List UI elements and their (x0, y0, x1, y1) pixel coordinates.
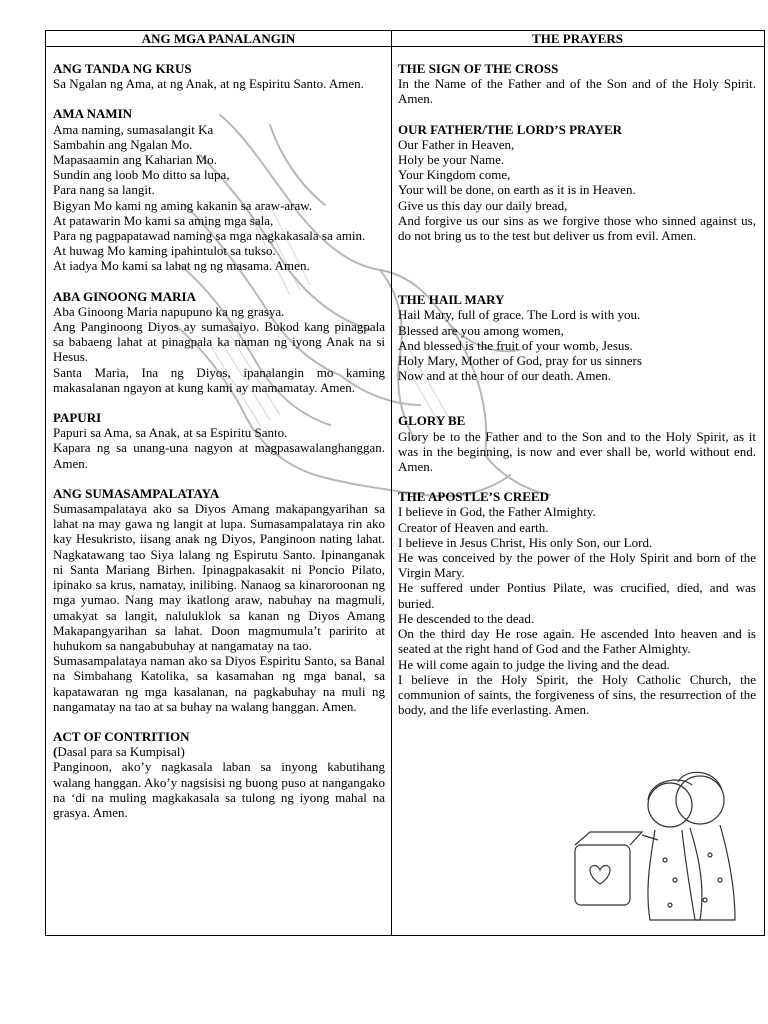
prayer-title: THE SIGN OF THE CROSS (398, 61, 559, 76)
prayer-act-of-contrition (53, 729, 385, 820)
prayer-text: Panginoon, ako’y nagkasala laban sa inyong kabutihang walang hanggan. Ako’y nagsisisi ng buong puso at nangangako na ‘di na muling magkakasala sa tulong ng iyong mahal na grasya. Amen. (53, 759, 385, 820)
prayer-text: In the Name of the Father and of the Son and of the Holy Spirit. Amen. (398, 76, 756, 107)
prayer-line: He descended to the dead. (398, 610, 535, 626)
prayer-text: Sa Ngalan ng Ama, at ng Anak, at ng Espiritu Santo. Amen. (53, 76, 364, 92)
prayer-text: And forgive us our sins as we forgive those who sinned against us, do not bring us to the test but deliver us from evil. Amen. (398, 212, 756, 244)
prayer-ama-namin (53, 106, 385, 273)
prayer-sign-of-cross-tagalog (53, 61, 385, 91)
prayer-line: Bigyan Mo kami ng aming kakanin sa araw-araw. (53, 197, 313, 213)
prayer-text: Glory be to the Father and to the Son and to the Holy Spirit, as it was in the beginning, is now and ever shall be, world without end. Amen. (398, 428, 756, 475)
prayer-line: Now and at the hour of our death. Amen. (398, 368, 612, 384)
prayer-text: Santa Maria, Ina ng Diyos, ipanalangin mo kaming makasalanan ngayon at kung kami ay mamamatay. Amen. (53, 364, 385, 395)
prayer-title: PAPURI (53, 410, 102, 426)
subtitle-text: Dasal para sa Kumpisal) (57, 744, 185, 760)
prayer-line: At huwag Mo kaming ipahintulot sa tukso. (53, 243, 276, 259)
prayer-title: AMA NAMIN (53, 106, 133, 122)
prayer-line: Para nang sa langit. (53, 182, 155, 198)
prayer-text: Kapara ng sa unang-una nagyon at magpasawalanghanggan. Amen. (53, 440, 385, 471)
prayer-subtitle (53, 744, 385, 759)
prayer-our-father (398, 122, 756, 244)
prayer-title: ABA GINOONG MARIA (53, 288, 197, 304)
prayer-text: On the third day He rose again. He ascended Into heaven and is seated at the right hand of God and the Father Almighty. (398, 626, 756, 657)
prayer-line: Mapasaamin ang Kaharian Mo. (53, 152, 217, 168)
prayer-title: ACT OF CONTRITION (53, 728, 190, 744)
prayer-title: GLORY BE (398, 413, 466, 429)
prayer-line: I believe in Jesus Christ, His only Son, our Lord. (398, 534, 653, 550)
prayer-line: Your will be done, on earth as it is in Heaven. (398, 182, 636, 198)
prayer-line: He will come again to judge the living and the dead. (398, 656, 670, 672)
prayer-line: Papuri sa Ama, sa Anak, at sa Espiritu Santo. (53, 425, 288, 441)
prayer-title: ANG TANDA NG KRUS (53, 61, 192, 76)
prayer-hail-mary (398, 292, 756, 383)
prayer-line: Holy be your Name. (398, 152, 505, 168)
english-prayers-column (391, 47, 764, 732)
prayer-line: And blessed is the fruit of your womb, Jesus. (398, 337, 633, 353)
left-column-header: ANG MGA PANALANGIN (46, 31, 391, 47)
prayer-text: I believe in the Holy Spirit, the Holy Catholic Church, the communion of saints, the forgiveness of sins, the resurrection of the body, and the life everlasting. Amen. (398, 671, 756, 718)
prayer-line: Hail Mary, full of grace. The Lord is with you. (398, 307, 641, 323)
prayer-aba-ginoong-maria (53, 289, 385, 395)
prayer-line: Our Father in Heaven, (398, 136, 515, 152)
prayer-line: Ama naming, sumasalangit Ka (53, 121, 214, 137)
prayer-line: At iadya Mo kami sa lahat ng ng masama. Amen. (53, 258, 310, 274)
prayer-line: Aba Ginoong Maria napupuno ka ng grasya. (53, 303, 285, 319)
prayer-sumasampalataya (53, 486, 385, 714)
prayer-title: OUR FATHER/THE LORD’S PRAYER (398, 121, 623, 137)
subtitle-paren: ( (53, 744, 58, 760)
prayer-title: ANG SUMASAMPALATAYA (53, 485, 220, 501)
prayer-line: Sundin ang loob Mo ditto sa lupa, (53, 167, 230, 183)
prayer-line: Give us this day our daily bread, (398, 197, 568, 213)
prayer-line: Your Kingdom come, (398, 167, 511, 183)
prayer-text: He suffered under Pontius Pilate, was crucified, died, and was buried. (398, 580, 756, 611)
prayer-text: Para ng pagpapatawad naming sa mga nagkakasala sa amin. (53, 228, 366, 244)
prayer-line: I believe in God, the Father Almighty. (398, 504, 596, 520)
prayer-line: Blessed are you among women, (398, 322, 564, 338)
prayer-line: Creator of Heaven and earth. (398, 519, 549, 535)
prayer-title: THE HAIL MARY (398, 292, 505, 308)
prayer-line: Sambahin ang Ngalan Mo. (53, 136, 193, 152)
prayer-papuri (53, 410, 385, 471)
prayer-text: He was conceived by the power of the Holy Spirit and born of the Virgin Mary. (398, 550, 756, 581)
prayer-text: Ang Panginoong Diyos ay sumasaiyo. Bukod kang pinagpala sa babaeng lahat at pinagpala ka naman ng iyong Anak na si Hesus. (53, 319, 385, 365)
prayer-apostles-creed (398, 489, 756, 717)
prayer-text: Sumasampalataya ako sa Diyos Amang makapangyarihan sa lahat na may gawa ng langit at lupa. Sumasampalataya rin ako kay Hesukristo, iisang anak ng Diyos, Panginoon nating lahat. Nagkatawang tao Siya lalang ng Espirutu Santo. Ipinanganak ni Santa Mariang Birhen. Ipinagpakasakit ni Poncio Pilato, ipinako sa krus, namatay, inilibing. Nanaog sa kinaroroonan ng mga yumao. Nang may ikatlong araw, nabuhay na magmuli, umakyat sa langit, naluluklok sa kanan ng Diyos Amang Makapangyarihan sa lahat. Doon magmumula’t paririto at huhukom sa nangabubuhay at nangamatay na tao. (53, 501, 385, 653)
prayer-line: At patawarin Mo kami sa aming mga sala, (53, 212, 274, 228)
tagalog-prayers-column (46, 47, 391, 835)
prayer-title: THE APOSTLE’S CREED (398, 489, 549, 505)
prayer-line: Holy Mary, Mother of God, pray for us sinners (398, 353, 642, 369)
prayer-sign-of-cross-english (398, 61, 756, 107)
prayer-glory-be (398, 413, 756, 474)
right-column-header: THE PRAYERS (391, 31, 764, 47)
prayer-text: Sumasampalataya naman ako sa Diyos Espiritu Santo, sa Banal na Simbahang Katolika, sa kasamahan ng mga banal, sa kapatawaran ng mga kasalanan, na pagkabuhay na muli ng nangamatay na tao at sa buhay na walang hanggan. Amen. (53, 653, 385, 714)
prayer-table (45, 30, 765, 936)
